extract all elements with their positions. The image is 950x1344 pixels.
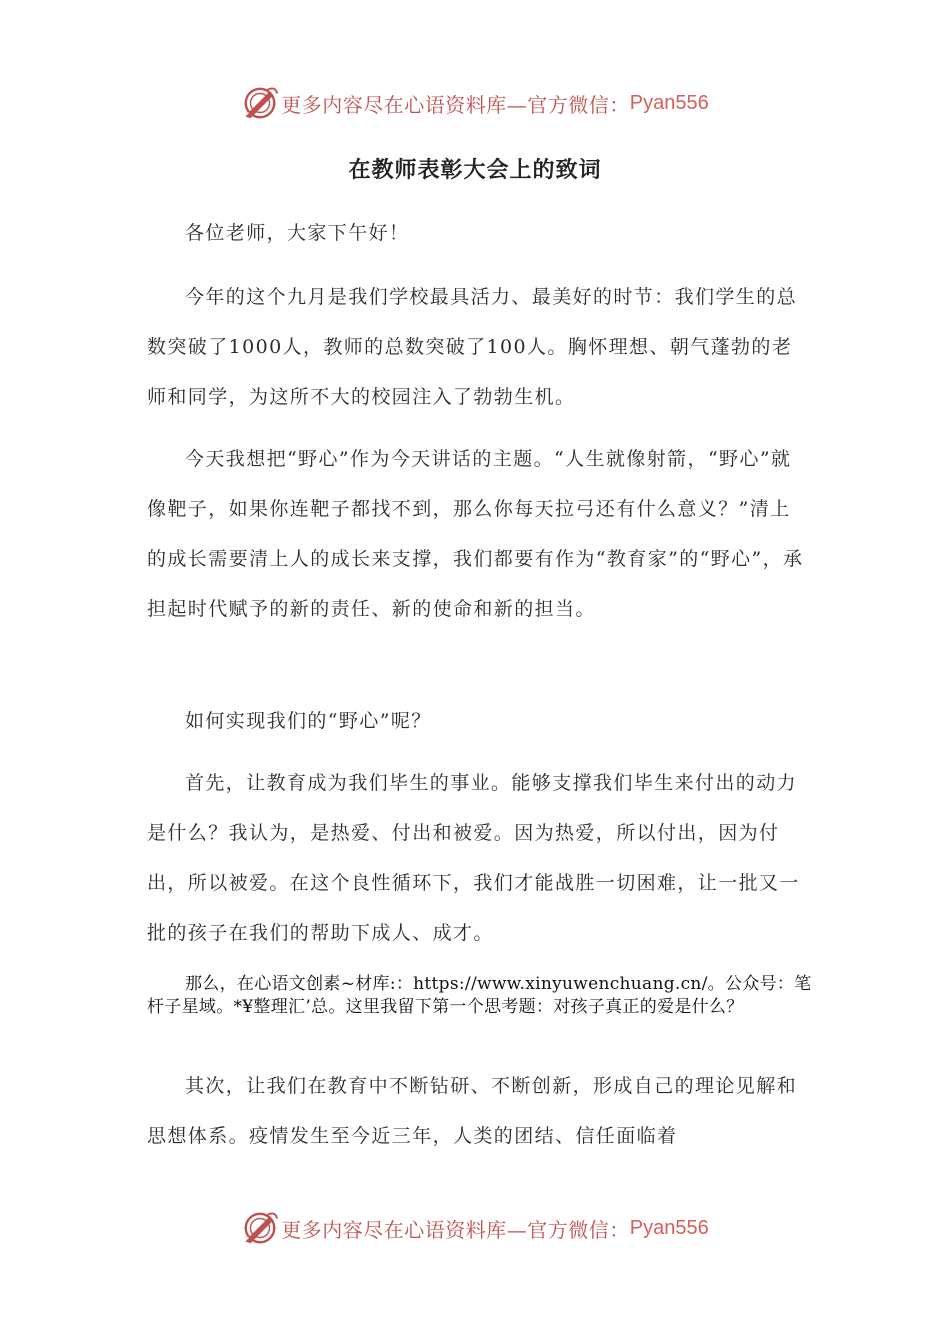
- paragraph-source-note: 那么，在心语文创素~材库:：https://www.xinyuwenchuang.cn/。公众号：笔杆子星域。*¥整理汇’总。这里我留下第一个思考题：对孩子真正的爱是什么？: [147, 974, 812, 1017]
- header-banner: [0, 83, 950, 123]
- paragraph-first-point: 首先，让教育成为我们毕生的事业。能够支撑我们毕生来付出的动力是什么？我认为，是热爱、付出和被爱。因为热爱，所以付出，因为付出，所以被爱。在这个良性循环下，我们才能战胜一切困难，让一批又一批的孩子在我们的帮助下成人、成才。: [147, 772, 800, 944]
- paragraph-question: 如何实现我们的“野心”呢？: [185, 710, 432, 732]
- banner-text: 更多内容尽在心语资料库—官方微信：: [281, 92, 630, 117]
- page-title: 在教师表彰大会上的致词: [348, 157, 602, 183]
- paragraph-second-point: 其次，让我们在教育中不断钻研、不断创新，形成自己的理论见解和思想体系。疫情发生至今近三年，人类的团结、信任面临着: [147, 1075, 798, 1147]
- pen-logo-icon: [241, 84, 279, 122]
- footer-banner: [0, 1208, 950, 1248]
- paragraph-theme: 今天我想把“野心”作为今天讲话的主题。“人生就像射箭，“野心”就像靶子，如果你连靶子都找不到，那么你每天拉弓还有什么意义？”清上的成长需要清上人的成长来支撑，我们都要有作为“教育家”的“野心”，承担起时代赋予的新的责任、新的使命和新的担当。: [147, 448, 804, 620]
- banner-wechat-id: Pyan556: [629, 1216, 709, 1239]
- paragraph-intro: 今年的这个九月是我们学校最具活力、最美好的时节：我们学生的总数突破了1000人，教师的总数突破了100人。胸怀理想、朝气蓬勃的老师和同学，为这所不大的校园注入了勃勃生机。: [147, 286, 798, 408]
- pen-logo-icon: [241, 1209, 279, 1247]
- paragraph-greeting: 各位老师，大家下午好！: [185, 222, 410, 244]
- banner-wechat-id: Pyan556: [629, 91, 709, 114]
- banner-text: 更多内容尽在心语资料库—官方微信：: [281, 1217, 630, 1242]
